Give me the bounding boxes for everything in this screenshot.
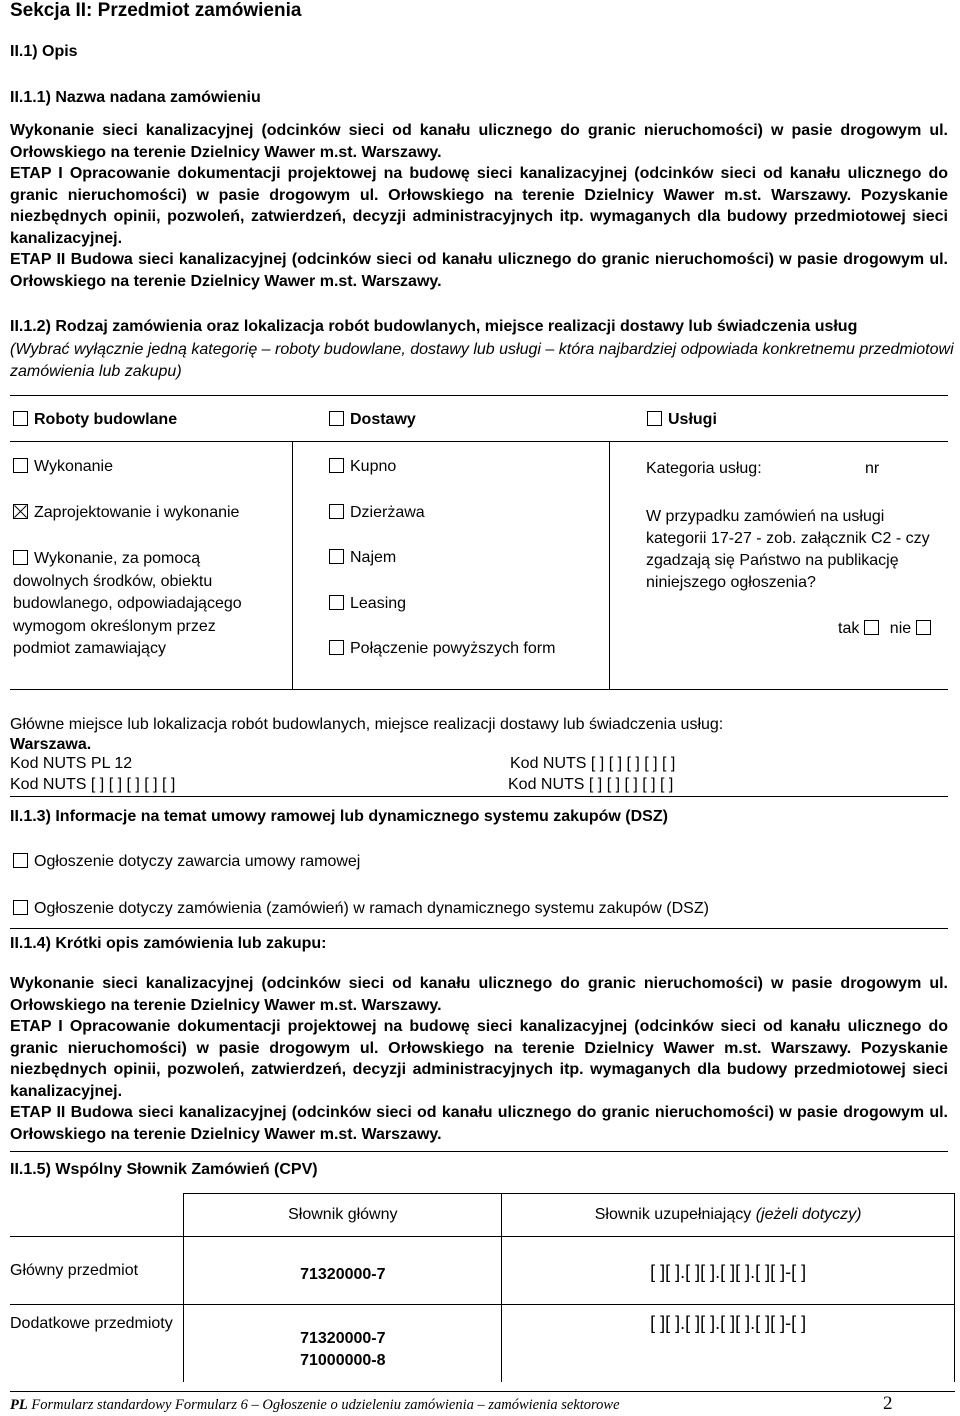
nie-label: nie xyxy=(889,620,912,637)
roboty-option-zaprojektowanie[interactable] xyxy=(13,502,239,524)
cpv-additional-code-2: 71000000-8 xyxy=(300,1352,386,1370)
checkbox-tak[interactable] xyxy=(864,620,879,635)
checkbox-roboty[interactable] xyxy=(13,411,28,426)
cpv-row-additional-label: Dodatkowe przedmioty xyxy=(10,1305,184,1382)
dostawy-option-polaczenie[interactable] xyxy=(329,638,555,660)
cpv-header-row xyxy=(10,1194,955,1237)
heading-ii12-note: (Wybrać wyłącznie jedną kategorię – roboty budowlane, dostawy lub usługi – która najbardziej odpowiada konkretnemu przedmiotowi zamówienia lub zakupu) xyxy=(10,341,954,380)
dsz-option-label: Ogłoszenie dotyczy zamówienia (zamówień) w ramach dynamicznego systemu zakupów (DSZ) xyxy=(34,900,709,917)
dostawy-option-najem[interactable] xyxy=(329,547,396,569)
cpv-header-empty xyxy=(10,1194,184,1237)
cpv-additional-supp-code: [ ][ ].[ ][ ].[ ][ ].[ ][ ]-[ ] xyxy=(502,1305,955,1382)
type-roboty[interactable] xyxy=(13,409,177,431)
uslugi-nr-label: nr xyxy=(865,460,880,477)
checkbox-dynamic[interactable] xyxy=(13,900,28,915)
contract-name-line-2: ETAP I Opracowanie dokumentacji projektowej na budowę sieci kanalizacyjnej (odcinków sieci od kanału ulicznego do granic nieruchomości) w pasie drogowym ul. Orłowskiego na terenie Dzielnicy Wawer m.st. Warszawy. Pozyskanie niezbędnych opinii, pozwoleń, zatwierdzeń, decyzji administracyjnych itp. wymaganych dla budowy przedmiotowej sieci kanalizacyjnej. xyxy=(10,165,948,247)
cpv-main-supp-code: [ ][ ].[ ][ ].[ ][ ].[ ][ ]-[ ] xyxy=(502,1237,955,1305)
column-divider xyxy=(609,441,610,689)
heading-ii15: II.1.5) Wspólny Słownik Zamówień (CPV) xyxy=(10,1161,318,1178)
contract-name-line-3: ETAP II Budowa sieci kanalizacyjnej (odcinków sieci od kanału ulicznego do granic nieruchomości) w pasie drogowym ul. Orłowskiego na terenie Dzielnicy Wawer m.st. Warszawy. xyxy=(10,251,948,290)
roboty-option-label: Zaprojektowanie i wykonanie xyxy=(34,504,240,521)
dostawy-option-label: Leasing xyxy=(350,595,407,612)
checkbox-framework[interactable] xyxy=(13,853,28,868)
divider xyxy=(10,441,948,442)
heading-ii1: II.1) Opis xyxy=(10,43,78,60)
footer-text xyxy=(10,1397,620,1414)
divider xyxy=(10,395,948,396)
divider xyxy=(10,796,948,797)
roboty-option-wykonanie[interactable] xyxy=(13,456,113,478)
type-dostawy[interactable] xyxy=(329,409,416,431)
uslugi-question: W przypadku zamówień na usługi kategorii 17-27 - zob. załącznik C2 - czy zgadzają się Państwo na publikację niniejszego ogłoszenia? xyxy=(646,508,930,591)
dostawy-option-label: Połączenie powyższych form xyxy=(350,640,556,657)
location-value: Warszawa. xyxy=(10,736,92,753)
divider xyxy=(10,1151,948,1152)
nuts-code-4: Kod NUTS [ ] [ ] [ ] [ ] [ ] xyxy=(508,776,674,793)
dsz-option-dynamic[interactable] xyxy=(13,898,709,920)
cpv-row-main xyxy=(10,1237,955,1305)
dsz-option-label: Ogłoszenie dotyczy zawarcia umowy ramowej xyxy=(34,853,361,870)
checkbox-polaczenie[interactable] xyxy=(329,640,344,655)
cpv-additional-codes xyxy=(184,1305,502,1382)
contract-name xyxy=(10,120,948,292)
footer-pl: PL xyxy=(10,1397,28,1413)
column-divider xyxy=(292,441,293,689)
section-title: Sekcja II: Przedmiot zamówienia xyxy=(10,0,302,21)
checkbox-nie[interactable] xyxy=(916,620,931,635)
checkbox-wykonanie[interactable] xyxy=(13,458,28,473)
cpv-row-additional xyxy=(10,1305,955,1382)
cpv-header-supp-note: (jeżeli dotyczy) xyxy=(755,1206,862,1223)
checkbox-uslugi[interactable] xyxy=(647,411,662,426)
type-dostawy-label: Dostawy xyxy=(350,411,416,428)
dsz-option-framework[interactable] xyxy=(13,851,360,873)
dostawy-option-dzierzawa[interactable] xyxy=(329,502,425,524)
checkbox-leasing[interactable] xyxy=(329,595,344,610)
cpv-main-code: 71320000-7 xyxy=(184,1237,502,1305)
heading-ii11: II.1.1) Nazwa nadana zamówieniu xyxy=(10,89,261,106)
checkbox-dostawy[interactable] xyxy=(329,411,344,426)
location-label: Główne miejsce lub lokalizacja robót budowlanych, miejsce realizacji dostawy lub świadczenia usług: xyxy=(10,716,724,733)
divider xyxy=(10,689,948,690)
page-number: 2 xyxy=(883,1393,893,1414)
dostawy-option-label: Najem xyxy=(350,549,397,566)
checkbox-dowolne[interactable] xyxy=(13,550,28,565)
heading-ii14: II.1.4) Krótki opis zamówienia lub zakupu: xyxy=(10,935,327,952)
divider xyxy=(10,928,948,929)
footer-rule xyxy=(10,1391,955,1392)
cpv-header-main: Słownik główny xyxy=(184,1194,502,1237)
dostawy-option-leasing[interactable] xyxy=(329,593,406,615)
dostawy-option-label: Dzierżawa xyxy=(350,504,425,521)
heading-ii12: II.1.2) Rodzaj zamówienia oraz lokalizacja robót budowlanych, miejsce realizacji dostawy lub świadczenia usług xyxy=(10,318,858,335)
type-uslugi-label: Usługi xyxy=(668,411,717,428)
short-description-line-2: ETAP I Opracowanie dokumentacji projektowej na budowę sieci kanalizacyjnej (odcinków sieci od kanału ulicznego do granic nieruchomości) w pasie drogowym ul. Orłowskiego na terenie Dzielnicy Wawer m.st. Warszawy. Pozyskanie niezbędnych opinii, pozwoleń, zatwierdzeń, decyzji administracyjnych itp. wymaganych dla budowy przedmiotowej sieci kanalizacyjnej. xyxy=(10,1018,948,1100)
type-roboty-label: Roboty budowlane xyxy=(34,411,178,428)
dostawy-option-label: Kupno xyxy=(350,458,397,475)
roboty-option-label: Wykonanie, za pomocą dowolnych środków, obiektu budowlanego, odpowiadającego wymogom określonym przez podmiot zamawiający xyxy=(13,550,242,657)
roboty-option-dowolne[interactable] xyxy=(13,548,268,661)
publication-consent xyxy=(838,618,931,640)
checkbox-kupno[interactable] xyxy=(329,458,344,473)
short-description xyxy=(10,973,948,1145)
dostawy-option-kupno[interactable] xyxy=(329,456,396,478)
uslugi-category-label: Kategoria usług: xyxy=(646,460,762,477)
checkbox-dzierzawa[interactable] xyxy=(329,504,344,519)
tak-label: tak xyxy=(838,620,860,637)
type-uslugi[interactable] xyxy=(647,409,717,431)
checkbox-checked-icon[interactable] xyxy=(13,504,28,519)
contract-name-line-1: Wykonanie sieci kanalizacyjnej (odcinków sieci od kanału ulicznego do granic nieruchomości) w pasie drogowym ul. Orłowskiego na terenie Dzielnicy Wawer m.st. Warszawy. xyxy=(10,122,948,161)
nuts-code-3: Kod NUTS [ ] [ ] [ ] [ ] [ ] xyxy=(10,776,176,793)
footer-form-name: Formularz standardowy Formularz 6 – Ogłoszenie o udzieleniu zamówienia – zamówienia sektorowe xyxy=(31,1397,620,1413)
short-description-line-1: Wykonanie sieci kanalizacyjnej (odcinków sieci od kanału ulicznego do granic nieruchomości) w pasie drogowym ul. Orłowskiego na terenie Dzielnicy Wawer m.st. Warszawy. xyxy=(10,975,948,1014)
cpv-table xyxy=(10,1193,955,1382)
short-description-line-3: ETAP II Budowa sieci kanalizacyjnej (odcinków sieci od kanału ulicznego do granic nieruchomości) w pasie drogowym ul. Orłowskiego na terenie Dzielnicy Wawer m.st. Warszawy. xyxy=(10,1104,948,1143)
nuts-code-2: Kod NUTS [ ] [ ] [ ] [ ] [ ] xyxy=(510,755,676,772)
cpv-row-main-label: Główny przedmiot xyxy=(10,1237,184,1305)
heading-ii13: II.1.3) Informacje na temat umowy ramowej lub dynamicznego systemu zakupów (DSZ) xyxy=(10,808,668,825)
cpv-header-supp xyxy=(502,1194,955,1237)
cpv-additional-code-1: 71320000-7 xyxy=(300,1330,386,1348)
nuts-code-1: Kod NUTS PL 12 xyxy=(10,755,133,772)
cpv-header-supp-label: Słownik uzupełniający xyxy=(594,1206,752,1223)
checkbox-najem[interactable] xyxy=(329,549,344,564)
roboty-option-label: Wykonanie xyxy=(34,458,114,475)
